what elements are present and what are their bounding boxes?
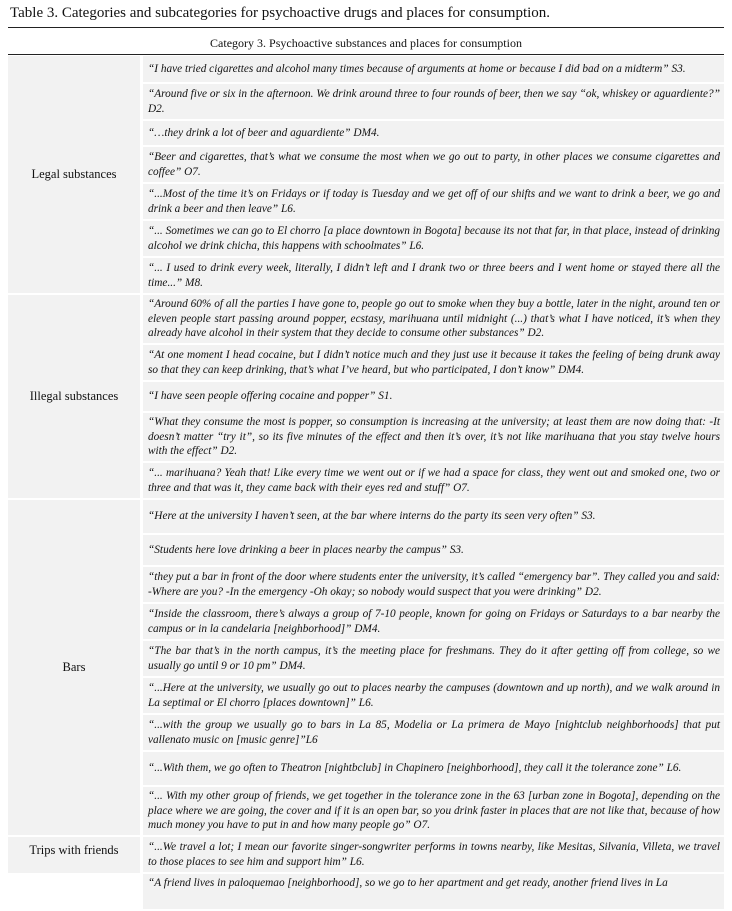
quote-cell: “... With my other group of friends, we get together in the tolerance zone in the 63 [urban zone in Bogota], depending on the place where we are going, the cover and if it is an open bar, so you drink faster in places that are not like that, because of how much money you have to put in and how many people go” O7.	[143, 787, 724, 835]
quote-cell: “Students here love drinking a beer in places nearby the campus” S3.	[143, 535, 724, 565]
group-legal-substances	[8, 56, 724, 293]
quote-cell: “A friend lives in paloquemao [neighborhood], so we go to her apartment and get ready, another friend lives in La	[143, 874, 724, 909]
group-bars	[8, 500, 724, 835]
quote-cell: “What they consume the most is popper, so consumption is increasing at the university; at least them are now doing that: -It doesn’t matter “try it”, so its five minutes of the effect and then it’s over, it’s not like marihuana that you stay twelve hours with the effect” D2.	[143, 413, 724, 461]
quote-cell: “Around five or six in the afternoon. We drink around three to four rounds of beer, then we say “ok, whiskey or aguardiente?” D2.	[143, 84, 724, 119]
quote-cell: “…they drink a lot of beer and aguardiente” DM4.	[143, 121, 724, 145]
quote-cell: “... I used to drink every week, literally, I didn’t left and I drank two or three beers and I went home or stayed there all the time...” M8.	[143, 258, 724, 293]
quote-cell: “...with the group we usually go to bars in La 85, Modelia or La primera de Mayo [nightclub neighborhoods] that put vallenato music on [music genre]”L6	[143, 715, 724, 750]
group-trips-with-friends	[8, 837, 724, 909]
quote-cell: “Inside the classroom, there’s always a group of 7-10 people, known for going on Fridays or Saturdays to a bar nearby the campus or in la candelaria [neighborhood]” DM4.	[143, 604, 724, 639]
quote-list	[143, 295, 724, 498]
quote-cell: “... marihuana? Yeah that! Like every time we went out or if we had a space for class, they went out and smoked one, two or three and that was it, they came back with their eyes red and stuff” O7.	[143, 463, 724, 498]
quote-list	[143, 56, 724, 293]
quote-cell: “they put a bar in front of the door where students enter the university, it’s called “emergency bar”. They called you and said: -Where are you? -In the emergency -Oh okay; so nobody would suspect that you were drinking” D2.	[143, 567, 724, 602]
subcategory-label: Bars	[8, 500, 140, 835]
quote-cell: “... Sometimes we can go to El chorro [a place downtown in Bogota] because its not that far, in that place, instead of drinking alcohol we drink chicha, this happens with schoolmates” L6.	[143, 221, 724, 256]
subcategory-label: Trips with friends	[8, 837, 140, 873]
table-body	[8, 56, 724, 911]
quote-list	[143, 837, 724, 909]
quote-cell: “...With them, we go often to Theatron [nightbclub] in Chapinero [neighborhood], they call it the tolerance zone” L6.	[143, 752, 724, 785]
top-rule	[8, 27, 724, 28]
quote-cell: “The bar that’s in the north campus, it’s the meeting place for freshmans. They do it after getting off from college, so we usually go until 9 or 10 pm” DM4.	[143, 641, 724, 676]
group-illegal-substances	[8, 295, 724, 498]
quote-cell: “I have seen people offering cocaine and popper” S1.	[143, 382, 724, 411]
quote-cell: “I have tried cigarettes and alcohol many times because of arguments at home or because I did bad on a midterm” S3.	[143, 56, 724, 82]
quote-cell: “Here at the university I haven’t seen, at the bar where interns do the party its seen very often” S3.	[143, 500, 724, 533]
subcategory-label: Illegal substances	[8, 295, 140, 498]
quote-cell: “Beer and cigarettes, that’s what we consume the most when we go out to party, in other places we consume cigarettes and coffee” O7.	[143, 147, 724, 182]
quote-cell: “At one moment I head cocaine, but I didn’t notice much and they just use it because it takes the feeling of being drunk away so that they can keep drinking, that’s what I’ve heard, but who participated, I don’t know” DM4.	[143, 345, 724, 380]
header-rule	[8, 54, 724, 55]
quote-cell: “...Most of the time it’s on Fridays or if today is Tuesday and we get off of our shifts and we want to drink a beer, we go and drink a beer and then leave” L6.	[143, 184, 724, 219]
category-header: Category 3. Psychoactive substances and places for consumption	[210, 36, 522, 50]
quote-cell: “...Here at the university, we usually go out to places nearby the campuses (downtown and up north), and we walk around in La septimal or El chorro [places downtown]” L6.	[143, 678, 724, 713]
table-caption: Table 3. Categories and subcategories for psychoactive drugs and places for consumption.	[10, 5, 551, 21]
quote-list	[143, 500, 724, 835]
quote-cell: “...We travel a lot; I mean our favorite singer-songwriter performs in towns nearby, like Mesitas, Silvania, Villeta, we travel to those places to see him and support him” L6.	[143, 837, 724, 872]
quote-cell: “Around 60% of all the parties I have gone to, people go out to smoke when they buy a bottle, later in the night, around ten or eleven people start passing around popper, ecstasy, marihuana until midnight (...) that’s what I have noticed, it’s when they already have alcohol in their system that they decide to consume other substances” D2.	[143, 295, 724, 343]
subcategory-label: Legal substances	[8, 56, 140, 293]
